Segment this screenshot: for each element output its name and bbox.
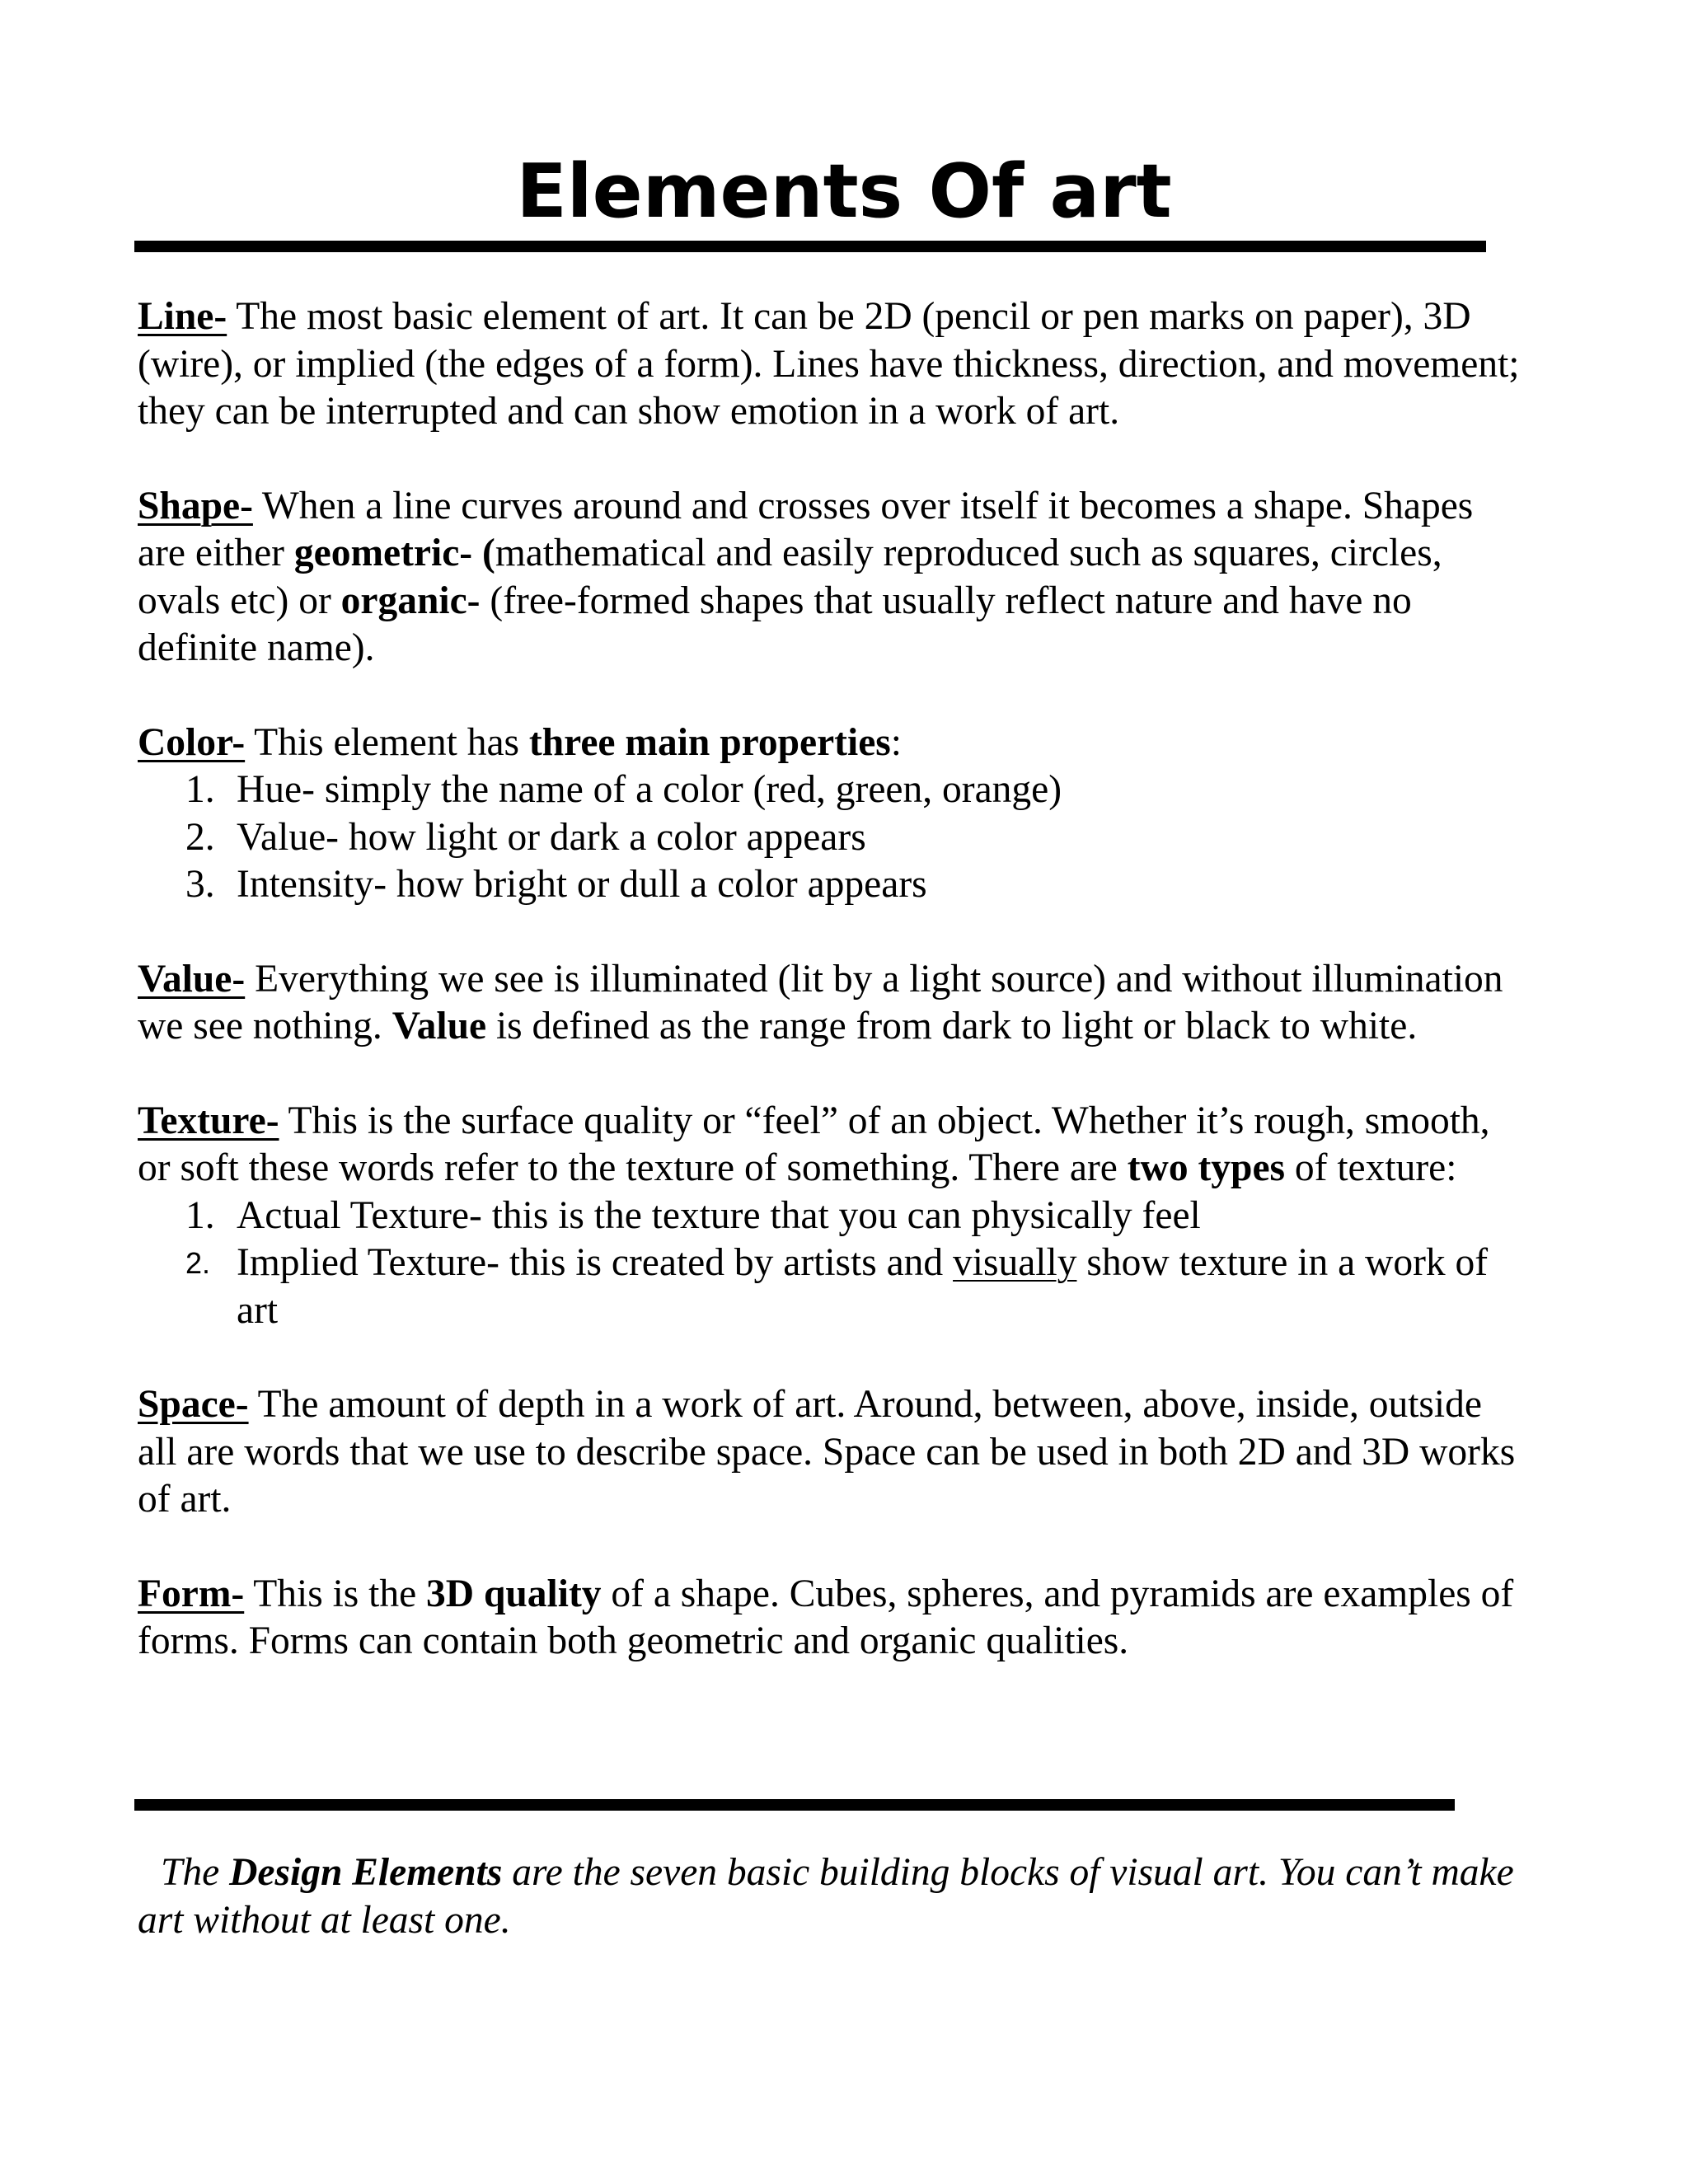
section-line: [138, 293, 1522, 436]
texture-types-list: [138, 1193, 1522, 1335]
form-quality-bold: 3D quality: [426, 1572, 602, 1615]
form-paragraph: [138, 1571, 1522, 1666]
color-properties-list: [138, 766, 1522, 909]
term-form: Form-: [138, 1572, 245, 1615]
summary-note: [138, 1849, 1522, 1944]
list-item: [138, 766, 1522, 814]
list-item-text-1: Implied Texture- this is created by artists and: [237, 1241, 954, 1284]
texture-paragraph: [138, 1098, 1522, 1193]
summary-text-2: are the seven basic building blocks of visual art. You can’t make art without at least one.: [138, 1851, 1514, 1942]
list-item-text-2: show texture in a work of art: [237, 1241, 1489, 1332]
list-number: 2.: [185, 815, 215, 859]
list-item-text: Hue- simply the name of a color (red, green, orange): [237, 768, 1062, 811]
texture-types-bold: two types: [1127, 1146, 1286, 1189]
list-item: [138, 1240, 1522, 1334]
shape-paragraph: [138, 483, 1522, 673]
section-shape: [138, 483, 1522, 673]
summary-bold: Design Elements: [229, 1851, 503, 1894]
list-number: 1.: [185, 768, 215, 811]
texture-text-2: of texture:: [1285, 1146, 1457, 1189]
color-text-1: This element has: [245, 720, 529, 764]
list-item: [138, 814, 1522, 862]
shape-text-2: mathematical and easily reproduced such as squares, circles, ovals etc) or: [138, 532, 1442, 622]
value-paragraph: [138, 956, 1522, 1051]
section-value: [138, 956, 1522, 1051]
space-description: The amount of depth in a work of art. Around, between, above, inside, outside all are words that we use to describe space. Space can be used in both 2D and 3D works of art.: [138, 1383, 1516, 1521]
shape-text-1: When a line curves around and crosses over itself it becomes a shape. Shapes are either: [138, 484, 1474, 574]
summary-text-1: The: [161, 1851, 230, 1894]
section-form: [138, 1571, 1522, 1666]
list-item-text: Value- how light or dark a color appears: [237, 815, 866, 859]
term-line: Line-: [138, 295, 227, 338]
texture-text-1: This is the surface quality or “feel” of an object. Whether it’s rough, smooth, or soft these words refer to the texture of something. There are: [138, 1099, 1490, 1189]
title-divider: [134, 241, 1486, 252]
list-number: 3.: [185, 863, 215, 906]
value-text-2: is defined as the range from dark to light or black to white.: [486, 1005, 1418, 1047]
section-texture: [138, 1098, 1522, 1335]
section-space: [138, 1381, 1522, 1524]
shape-geometric-bold: geometric- (: [293, 532, 495, 574]
color-properties-bold: three main properties: [528, 720, 891, 764]
color-paragraph: [138, 719, 1522, 767]
form-text-1: This is the: [244, 1572, 427, 1615]
term-color: Color-: [138, 720, 246, 764]
term-space: Space-: [138, 1383, 249, 1426]
term-texture: Texture-: [138, 1099, 279, 1142]
list-item-text: Intensity- how bright or dull a color appears: [237, 863, 927, 906]
line-description: The most basic element of art. It can be 2D (pencil or pen marks on paper), 3D (wire), or implied (the edges of a form). Lines have thickness, direction, and movement; they can be interrupted and can show emotion in a work of art.: [138, 295, 1520, 433]
shape-organic-bold: organic-: [340, 579, 481, 622]
elements-list: [138, 293, 1522, 1713]
value-bold: Value: [392, 1005, 487, 1047]
list-item: [138, 861, 1522, 909]
list-item-text: Actual Texture- this is the texture that you can physically feel: [237, 1193, 1201, 1237]
line-paragraph: [138, 293, 1522, 436]
form-text-2: of a shape. Cubes, spheres, and pyramids are examples of forms. Forms can contain both geometric and organic qualities.: [138, 1572, 1514, 1662]
list-number: 2.: [185, 1246, 211, 1280]
summary-divider: [134, 1799, 1455, 1811]
list-number: 1.: [185, 1193, 215, 1237]
page-title: Elements Of art: [516, 148, 1172, 235]
space-paragraph: [138, 1381, 1522, 1524]
term-value: Value-: [138, 957, 246, 1001]
section-color: [138, 719, 1522, 909]
term-shape: Shape-: [138, 484, 253, 527]
list-item: [138, 1193, 1522, 1240]
shape-text-3: (free-formed shapes that usually reflect nature and have no definite name).: [138, 579, 1412, 669]
visually-underlined: visually: [953, 1241, 1077, 1284]
color-text-2: :: [890, 720, 902, 764]
value-text-1: Everything we see is illuminated (lit by a light source) and without illumination we see nothing.: [138, 957, 1503, 1047]
